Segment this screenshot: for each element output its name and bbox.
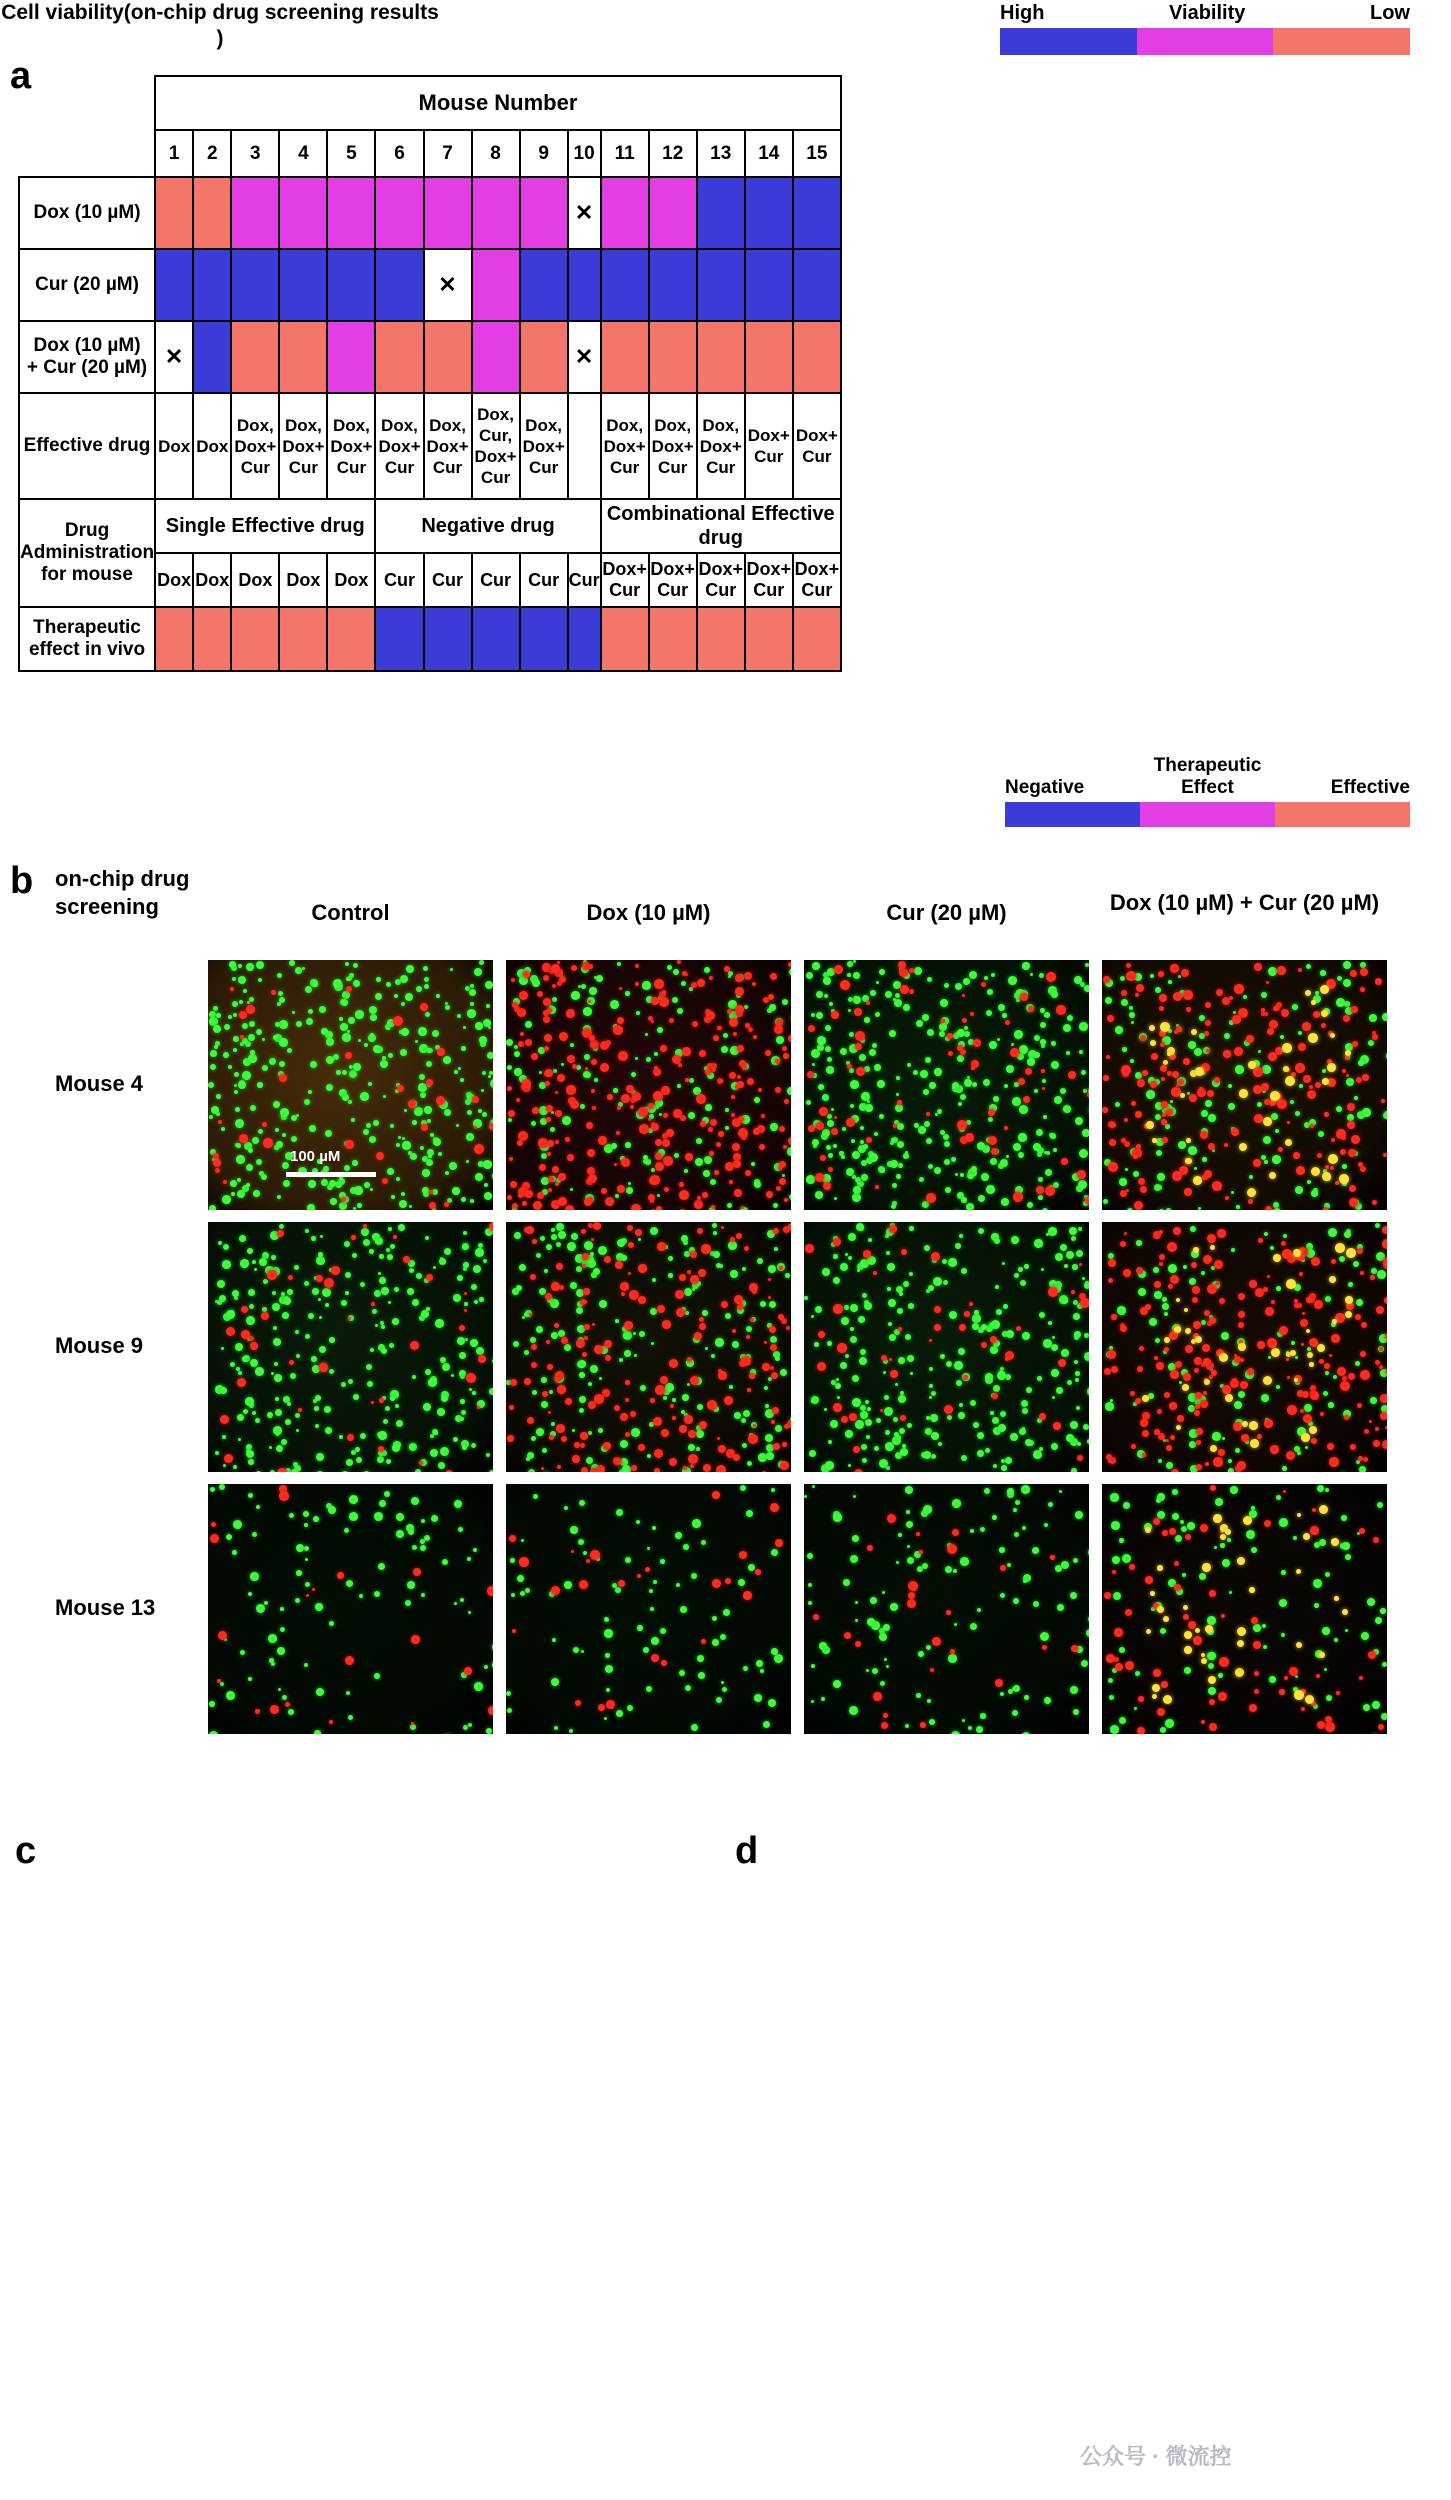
row-label: Effective drug	[19, 393, 155, 499]
panel-a-title: Cell viability(on-chip drug screening results )	[1, 1, 439, 50]
viability-cell	[279, 249, 327, 321]
micrograph-image	[506, 960, 791, 1210]
effective-drug-cell: Dox, Dox+ Cur	[279, 393, 327, 499]
table-row	[19, 321, 841, 393]
effective-drug-cell: Dox, Dox+ Cur	[601, 393, 649, 499]
viability-cell	[697, 321, 745, 393]
scale-bar-label: 100 µM	[290, 1148, 341, 1165]
admin-drug-cell: Dox+ Cur	[601, 553, 649, 607]
mouse-number-header: Mouse Number	[155, 76, 841, 130]
viability-cell	[745, 321, 793, 393]
mouse-number-cell: 1	[155, 130, 193, 177]
therapeutic-cell	[601, 607, 649, 671]
ther-mid-label: Therapeutic Effect	[1153, 755, 1262, 798]
mouse-number-cell: 6	[375, 130, 423, 177]
therapeutic-cell	[327, 607, 375, 671]
row-label: Drug Administration for mouse	[19, 499, 155, 607]
legend-mid-label: Viability	[1169, 2, 1246, 24]
ther-negative-label: Negative	[1005, 777, 1085, 798]
viability-cell	[279, 321, 327, 393]
mouse-number-cell: 7	[424, 130, 472, 177]
panel-b-row-header: Mouse 4	[55, 1071, 144, 1096]
viability-cell	[649, 321, 697, 393]
admin-drug-cell: Cur	[424, 553, 472, 607]
therapeutic-cell	[568, 607, 601, 671]
micrograph-image	[1102, 960, 1387, 1210]
admin-drug-cell: Cur	[520, 553, 568, 607]
panel-b-letter: b	[10, 860, 34, 902]
panel-d-letter: d	[735, 1830, 759, 1872]
admin-group-cell: Combinational Effective drug	[601, 499, 841, 553]
mouse-number-cell: 12	[649, 130, 697, 177]
mouse-number-cell: 8	[472, 130, 520, 177]
mouse-number-cell: 2	[193, 130, 231, 177]
viability-cell	[793, 177, 841, 249]
panel-b-grid	[0, 880, 1451, 1820]
therapeutic-cell	[375, 607, 423, 671]
micrograph-image	[804, 1222, 1089, 1472]
viability-cell	[649, 177, 697, 249]
therapeutic-cell	[697, 607, 745, 671]
admin-drug-cell: Cur	[472, 553, 520, 607]
effective-drug-cell	[568, 393, 601, 499]
ther-effective-label: Effective	[1330, 777, 1410, 798]
mouse-number-cell: 10	[568, 130, 601, 177]
effective-drug-cell: Dox+ Cur	[745, 393, 793, 499]
scale-bar	[286, 1172, 376, 1177]
admin-drug-cell: Dox+ Cur	[793, 553, 841, 607]
mouse-number-cell: 5	[327, 130, 375, 177]
table-row	[19, 130, 841, 177]
row-label: Therapeutic effect in vivo	[19, 607, 155, 671]
mouse-number-cell: 9	[520, 130, 568, 177]
legend-low-label: Low	[1369, 2, 1410, 24]
row-label: Dox (10 µM) + Cur (20 µM)	[19, 321, 155, 393]
panel-c	[0, 1820, 730, 2500]
viability-cell: ✕	[155, 321, 193, 393]
viability-cell	[375, 321, 423, 393]
admin-group-cell: Negative drug	[375, 499, 600, 553]
mouse-number-cell: 4	[279, 130, 327, 177]
admin-drug-cell: Dox	[155, 553, 193, 607]
effective-drug-cell: Dox	[193, 393, 231, 499]
micrograph-image	[1102, 1484, 1387, 1734]
viability-cell	[472, 321, 520, 393]
micrograph-image	[208, 960, 493, 1210]
viability-cell: ✕	[424, 249, 472, 321]
admin-drug-cell: Dox+ Cur	[649, 553, 697, 607]
viability-cell	[520, 321, 568, 393]
viability-cell	[375, 177, 423, 249]
therapeutic-cell	[424, 607, 472, 671]
effective-drug-cell: Dox, Dox+ Cur	[231, 393, 279, 499]
row-label: Dox (10 µM)	[19, 177, 155, 249]
viability-legend	[1000, 2, 1410, 55]
viability-cell	[327, 321, 375, 393]
viability-cell	[231, 321, 279, 393]
mouse-number-cell: 3	[231, 130, 279, 177]
viability-cell	[601, 321, 649, 393]
micrograph-image	[208, 1222, 493, 1472]
effective-drug-cell: Dox, Dox+ Cur	[649, 393, 697, 499]
viability-cell	[520, 249, 568, 321]
mouse-number-cell: 11	[601, 130, 649, 177]
effective-drug-cell: Dox+ Cur	[793, 393, 841, 499]
admin-drug-cell: Dox	[279, 553, 327, 607]
effective-drug-cell: Dox, Dox+ Cur	[520, 393, 568, 499]
watermark: 公众号 · 微流控	[1080, 2444, 1232, 2469]
therapeutic-cell	[472, 607, 520, 671]
viability-cell	[327, 177, 375, 249]
table-row	[19, 607, 841, 671]
admin-drug-cell: Dox+ Cur	[697, 553, 745, 607]
viability-cell	[649, 249, 697, 321]
micrograph-image	[1102, 1222, 1387, 1472]
viability-cell	[279, 177, 327, 249]
mouse-number-cell: 14	[745, 130, 793, 177]
panel-a	[0, 0, 1451, 880]
admin-drug-cell: Dox	[231, 553, 279, 607]
legend-high-label: High	[1000, 2, 1045, 24]
viability-cell	[697, 177, 745, 249]
viability-cell	[568, 249, 601, 321]
admin-drug-cell: Dox+ Cur	[745, 553, 793, 607]
micrograph-image	[208, 1484, 493, 1734]
admin-drug-cell: Dox	[327, 553, 375, 607]
effective-drug-cell: Dox, Dox+ Cur	[375, 393, 423, 499]
admin-group-cell: Single Effective drug	[155, 499, 375, 553]
viability-cell	[193, 321, 231, 393]
therapeutic-cell	[649, 607, 697, 671]
table-row	[19, 249, 841, 321]
panel-b	[0, 860, 1451, 1820]
panel-b-row-header: Mouse 13	[55, 1595, 156, 1620]
admin-drug-cell: Dox	[193, 553, 231, 607]
panel-b-column-header: Cur (20 µM)	[886, 900, 1007, 925]
micrograph-image	[804, 1484, 1089, 1734]
viability-cell	[793, 249, 841, 321]
mouse-number-cell: 15	[793, 130, 841, 177]
table-row	[19, 76, 841, 130]
admin-drug-cell: Cur	[375, 553, 423, 607]
panel-a-letter: a	[10, 55, 32, 97]
table-row	[19, 393, 841, 499]
viability-cell	[601, 177, 649, 249]
viability-cell	[155, 177, 193, 249]
panel-b-column-header: Dox (10 µM) + Cur (20 µM)	[1109, 890, 1380, 915]
viability-cell	[520, 177, 568, 249]
micrograph-image	[506, 1484, 791, 1734]
viability-cell	[193, 177, 231, 249]
therapeutic-cell	[155, 607, 193, 671]
therapeutic-legend	[1005, 755, 1410, 827]
table-row	[19, 499, 841, 553]
viability-cell	[193, 249, 231, 321]
viability-cell	[745, 249, 793, 321]
viability-cell	[375, 249, 423, 321]
viability-cell	[231, 249, 279, 321]
panel-d	[725, 1820, 1451, 2500]
panel-b-corner-label: on-chip drug screening	[55, 866, 190, 919]
viability-cell	[327, 249, 375, 321]
effective-drug-cell: Dox, Dox+ Cur	[697, 393, 745, 499]
therapeutic-cell	[279, 607, 327, 671]
effective-drug-cell: Dox	[155, 393, 193, 499]
viability-cell	[424, 177, 472, 249]
viability-cell	[793, 321, 841, 393]
viability-colorbar	[1000, 28, 1410, 55]
effective-drug-cell: Dox, Cur, Dox+ Cur	[472, 393, 520, 499]
row-label: Cur (20 µM)	[19, 249, 155, 321]
viability-cell	[472, 177, 520, 249]
panel-b-column-header: Dox (10 µM)	[586, 900, 711, 925]
panel-c-letter: c	[15, 1830, 37, 1872]
admin-drug-cell: Cur	[568, 553, 601, 607]
viability-cell: ✕	[568, 321, 601, 393]
therapeutic-colorbar	[1005, 802, 1410, 827]
viability-cell	[424, 321, 472, 393]
viability-cell	[472, 249, 520, 321]
therapeutic-cell	[793, 607, 841, 671]
viability-cell	[231, 177, 279, 249]
effective-drug-cell: Dox, Dox+ Cur	[327, 393, 375, 499]
panel-b-column-header: Control	[311, 900, 390, 925]
therapeutic-cell	[231, 607, 279, 671]
therapeutic-cell	[193, 607, 231, 671]
effective-drug-cell: Dox, Dox+ Cur	[424, 393, 472, 499]
viability-cell	[601, 249, 649, 321]
table-row	[19, 177, 841, 249]
micrograph-image	[804, 960, 1089, 1210]
viability-cell: ✕	[568, 177, 601, 249]
therapeutic-cell	[745, 607, 793, 671]
therapeutic-cell	[520, 607, 568, 671]
mouse-number-cell: 13	[697, 130, 745, 177]
micrograph-image	[506, 1222, 791, 1472]
viability-cell	[697, 249, 745, 321]
viability-cell	[745, 177, 793, 249]
viability-cell	[155, 249, 193, 321]
panel-b-row-header: Mouse 9	[55, 1333, 144, 1358]
